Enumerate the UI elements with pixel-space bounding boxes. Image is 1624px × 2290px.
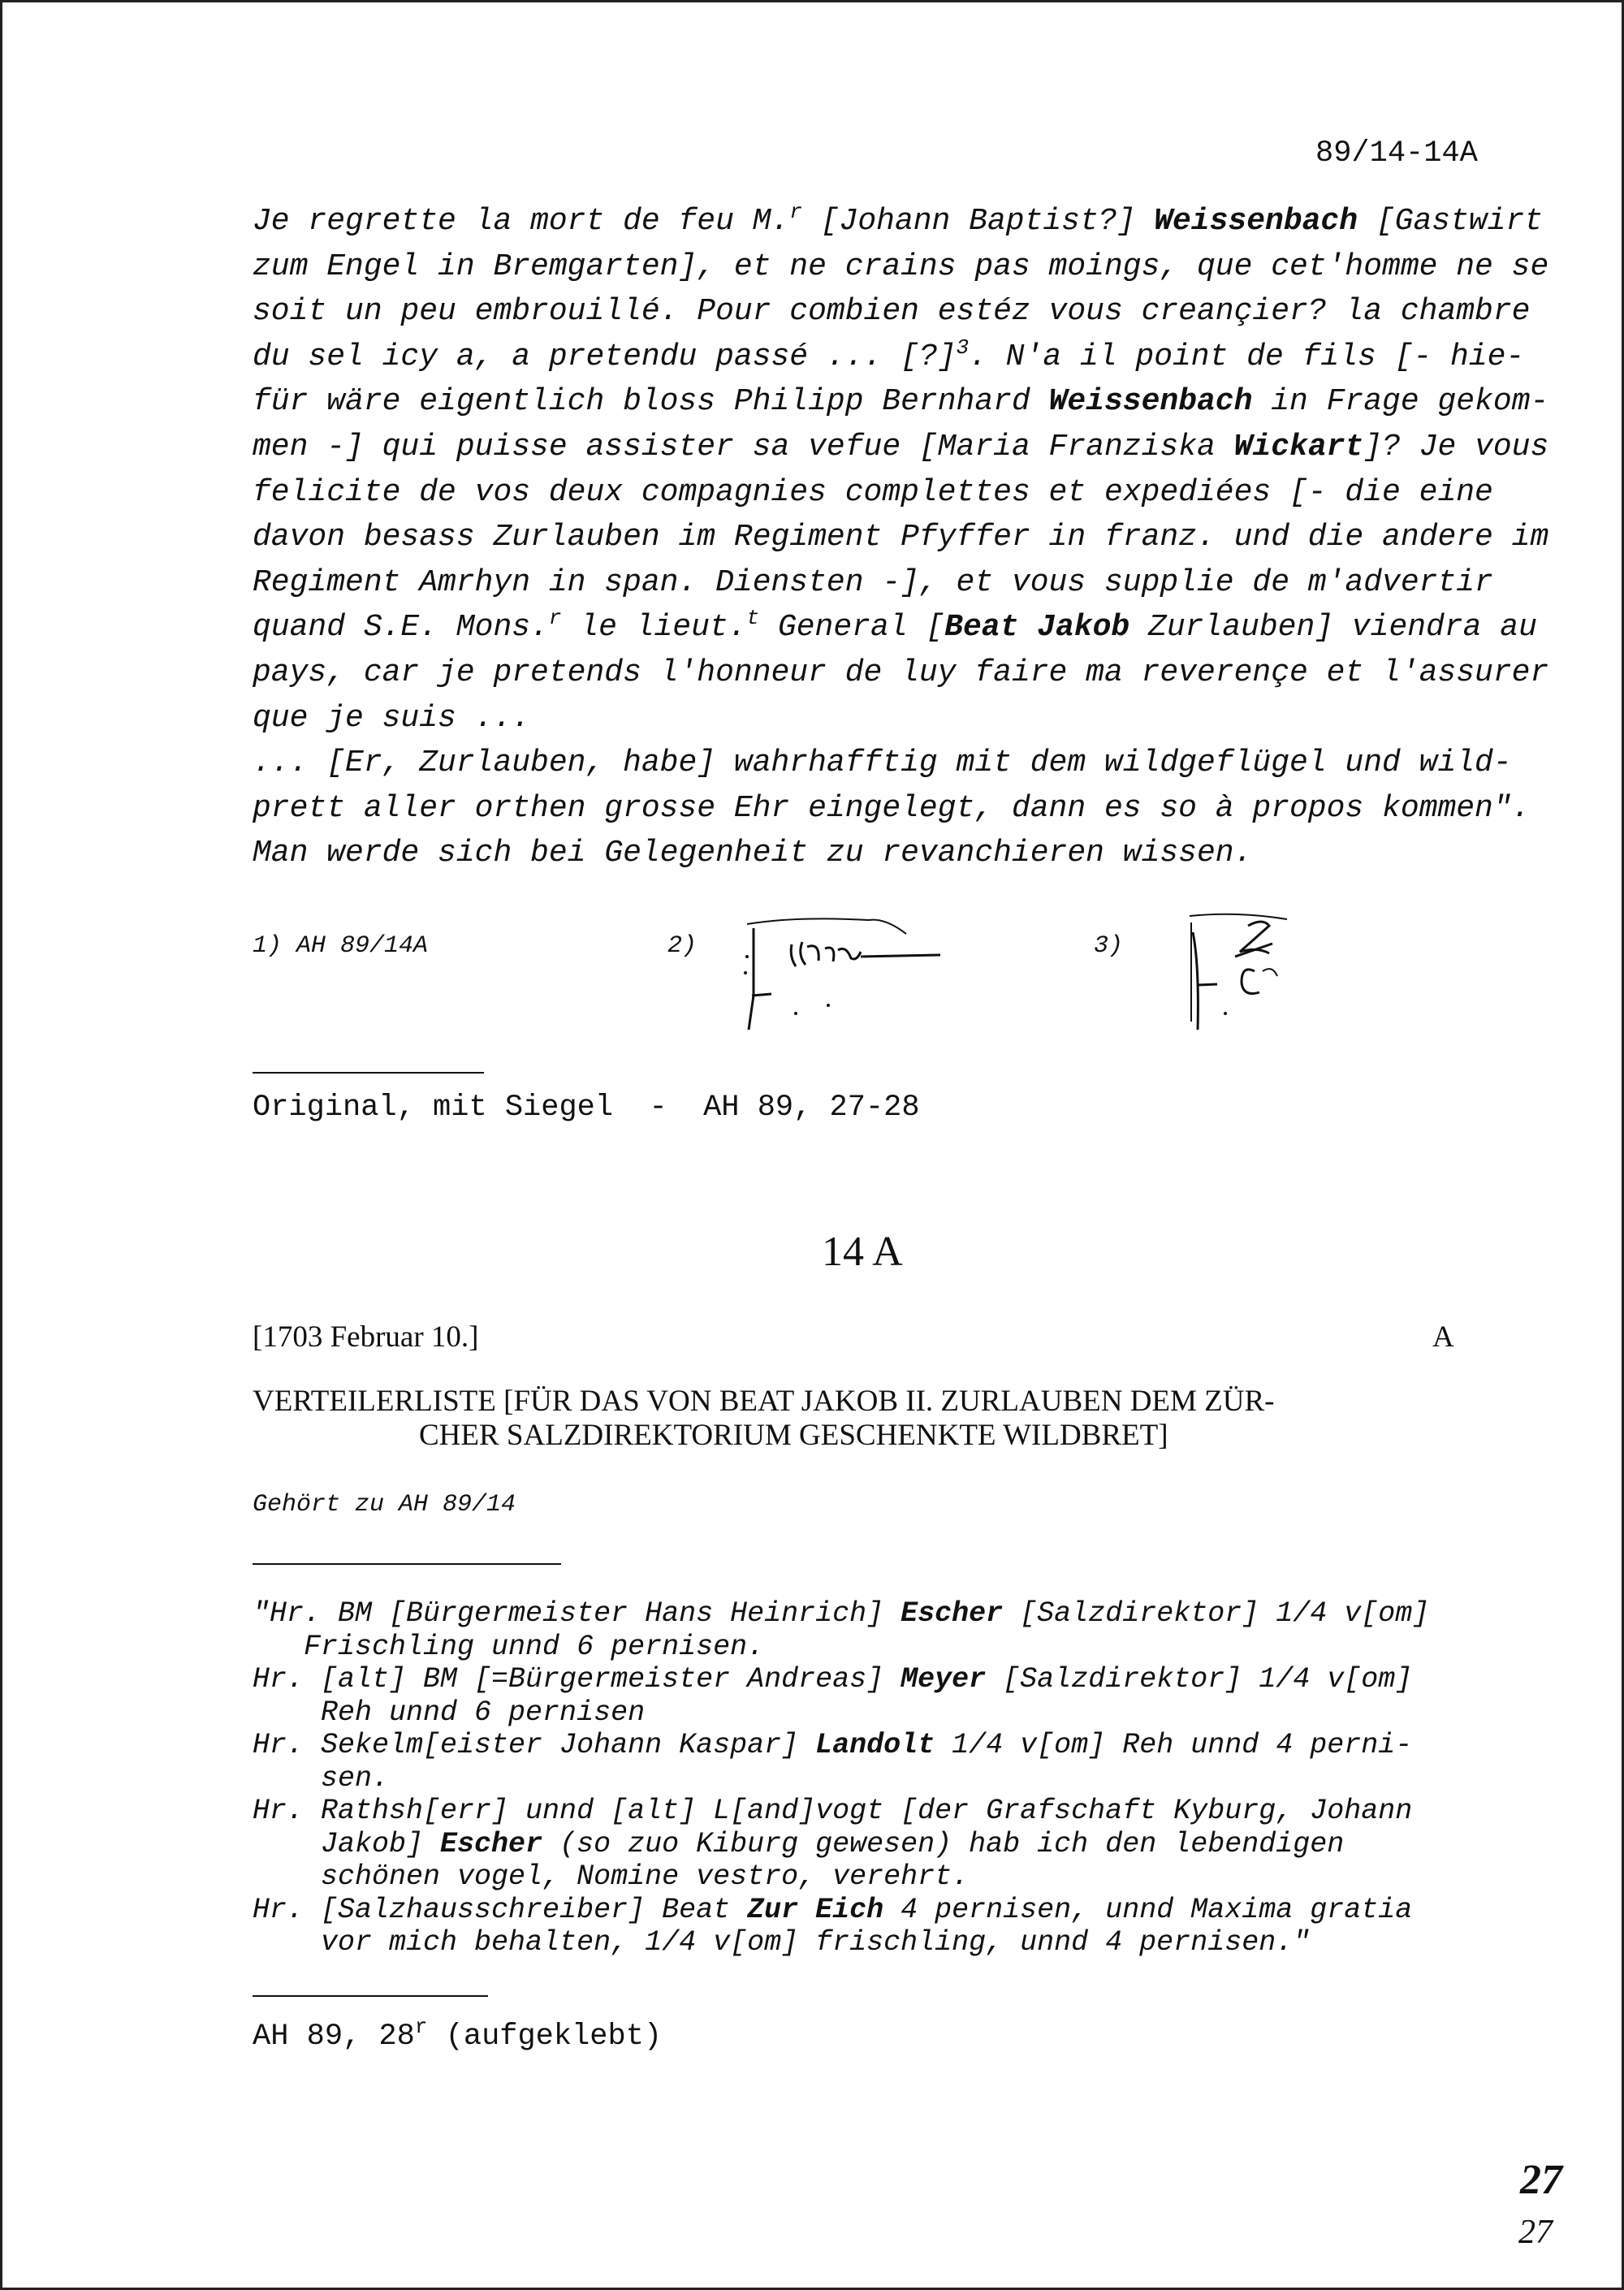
list-item-line xyxy=(253,1762,1552,1795)
superscript: r xyxy=(548,606,562,631)
list-item xyxy=(253,1663,1552,1729)
footnote-1: 1) AH 89/14A xyxy=(253,932,429,960)
letter-line xyxy=(253,560,1535,606)
text-run: Jakob] xyxy=(253,1827,441,1860)
source-note-2-text: AH 89, 28 xyxy=(253,2020,415,2054)
superscript: t xyxy=(746,606,760,631)
list-item-line xyxy=(253,1828,1552,1861)
source-note-2-sup: r xyxy=(414,2015,428,2039)
text-run: Man werde sich bei Gelegenheit zu revanchieren wissen. xyxy=(253,836,1253,871)
list-item-line xyxy=(253,1795,1552,1828)
text-run: General [ xyxy=(759,610,945,646)
list-item xyxy=(253,1795,1552,1894)
footnote-2: 2) xyxy=(667,932,698,960)
letter-line xyxy=(253,831,1535,876)
letter-line xyxy=(253,335,1535,380)
text-run: Hr. Rathsh[err] unnd [alt] L[and]vogt [der Grafschaft Kyburg, Johann xyxy=(253,1795,1413,1827)
letter-line xyxy=(253,199,1544,244)
text-run: le lieut. xyxy=(561,610,747,646)
document-title-line-1: VERTEILERLISTE [FÜR DAS VON BEAT JAKOB II. ZURLAUBEN DEM ZÜR- xyxy=(253,1385,1275,1418)
folio-handwritten: 27 xyxy=(1518,2214,1553,2251)
text-run: sen. xyxy=(253,1761,390,1795)
letter-line xyxy=(253,470,1535,516)
letter-line xyxy=(253,379,1549,425)
list-item xyxy=(253,1894,1552,1959)
text-run: "Hr. BM [Bürgermeister Hans Heinrich] xyxy=(253,1597,901,1630)
list-item-line xyxy=(253,1894,1552,1927)
text-run: ... [Er, Zurlauben, habe] wahrhafftig mit dem wildgeflügel und wild- xyxy=(253,745,1512,781)
distribution-list xyxy=(253,1597,1552,1959)
text-run: Reh unnd 6 pernisen xyxy=(253,1696,646,1729)
source-note-1: Original, mit Siegel - AH 89, 27-28 xyxy=(253,1091,920,1125)
text-run: davon besass Zurlauben im Regiment Pfyffer in franz. und die andere im xyxy=(253,520,1549,555)
text-run: Hr. [Salzhausschreiber] Beat xyxy=(253,1893,748,1926)
text-run: du sel icy a, a pretendu passé ... [?] xyxy=(253,339,957,374)
list-item xyxy=(253,1597,1552,1663)
superscript: r xyxy=(789,200,802,224)
text-run: men -] qui puisse assister sa vefue [Maria Franziska xyxy=(253,429,1234,464)
letter-line xyxy=(253,786,1535,832)
letter-line xyxy=(253,605,1535,650)
source-note-2-suffix: (aufgeklebt) xyxy=(427,2020,663,2054)
bold-name: Beat Jakob xyxy=(944,610,1130,646)
text-run: Regiment Amrhyn in span. Diensten -], et vous supplie de m'advertir xyxy=(253,564,1493,600)
letter-line xyxy=(253,515,1549,560)
text-run: Frischling unnd 6 pernisen. xyxy=(253,1630,765,1663)
bold-name: Escher xyxy=(440,1827,543,1860)
text-run: quand S.E. Mons. xyxy=(253,610,549,646)
list-item xyxy=(253,1729,1552,1795)
text-run: que je suis ... xyxy=(253,700,531,736)
bold-name: Meyer xyxy=(901,1663,987,1696)
list-item-line xyxy=(253,1631,1552,1664)
list-item-line xyxy=(253,1926,1552,1959)
text-run: in Frage gekom- xyxy=(1252,384,1549,420)
text-run: vor mich behalten, 1/4 v[om] frischling, unnd 4 pernisen." xyxy=(253,1926,1311,1959)
bold-name: Wickart xyxy=(1233,429,1364,464)
divider-rule xyxy=(253,1072,484,1074)
bold-name: Weissenbach xyxy=(1048,384,1253,420)
document-number: 14 A xyxy=(822,1229,903,1275)
list-item-line xyxy=(253,1860,1552,1894)
list-item-line xyxy=(253,1729,1552,1762)
text-run: Zurlauben] viendra au xyxy=(1129,610,1537,646)
text-run: [Gastwirt xyxy=(1358,204,1544,239)
text-run: Je regrette la mort de feu M. xyxy=(253,204,790,239)
text-run: pays, car je pretends l'honneur de luy faire ma reverençe et l'assurer xyxy=(253,655,1549,690)
bold-name: Weissenbach xyxy=(1154,204,1358,239)
list-item-line xyxy=(253,1663,1552,1696)
text-run: (so zuo Kiburg gewesen) hab ich den lebendigen xyxy=(542,1827,1345,1860)
text-run: soit un peu embrouillé. Pour combien estéz vous creançier? la chambre xyxy=(253,294,1531,330)
text-run: Hr. [alt] BM [=Bürgermeister Andreas] xyxy=(253,1663,901,1696)
text-run: 1/4 v[om] Reh unnd 4 perni- xyxy=(935,1729,1413,1761)
letter-line xyxy=(253,244,1549,290)
list-item-line xyxy=(253,1597,1552,1631)
page-reference: 89/14-14A xyxy=(1315,136,1478,171)
text-run: Hr. Sekelm[eister Johann Kaspar] xyxy=(253,1729,816,1761)
text-run: für wäre eigentlich bloss Philipp Bernhard xyxy=(253,384,1049,420)
document-title xyxy=(253,1385,1519,1453)
handwritten-abbreviation-2 xyxy=(715,900,958,1042)
text-run: [Johann Baptist?] xyxy=(801,204,1155,239)
handwritten-abbreviation-3 xyxy=(1181,908,1320,1046)
bold-name: Landolt xyxy=(815,1729,935,1761)
divider-rule xyxy=(253,1563,561,1565)
text-run: schönen vogel, Nomine vestro, verehrt. xyxy=(253,1860,970,1893)
document-date: [1703 Februar 10.] xyxy=(253,1320,479,1354)
text-run: . N'a il point de fils [- hie- xyxy=(969,339,1525,374)
letter-line xyxy=(253,650,1549,696)
text-run: [Salzdirektor] 1/4 v[om] xyxy=(986,1663,1413,1696)
superscript: 3 xyxy=(956,335,970,360)
text-run: ]? Je vous xyxy=(1363,429,1549,464)
letter-line xyxy=(253,741,1535,786)
letter-line xyxy=(253,289,1535,335)
divider-rule xyxy=(253,1995,488,1997)
document-title-line-2: CHER SALZDIREKTORIUM GESCHENKTE WILDBRET] xyxy=(419,1419,1168,1452)
bold-name: Zur Eich xyxy=(747,1893,884,1926)
text-run: felicite de vos deux compagnies complettes et expediées [- die eine xyxy=(253,474,1493,510)
bold-name: Escher xyxy=(901,1597,1004,1630)
text-run: zum Engel in Bremgarten], et ne crains pas moings, que cet'homme ne se xyxy=(253,248,1549,284)
letter-line xyxy=(253,425,1549,470)
text-run: prett aller orthen grosse Ehr eingelegt, dann es so à propos kommen". xyxy=(253,790,1531,826)
source-note-2 xyxy=(253,2015,663,2054)
text-run: 4 pernisen, unnd Maxima gratia xyxy=(883,1893,1413,1926)
document-letter: A xyxy=(1432,1320,1454,1354)
list-item-line xyxy=(253,1696,1552,1730)
footnote-3: 3) xyxy=(1094,932,1124,960)
letter-excerpt xyxy=(253,199,1549,876)
text-run: [Salzdirektor] 1/4 v[om] xyxy=(1003,1597,1430,1630)
letter-line xyxy=(253,696,1535,741)
belongs-to-note: Gehört zu AH 89/14 xyxy=(253,1491,516,1519)
folio-stamp: 27 xyxy=(1520,2157,1562,2203)
